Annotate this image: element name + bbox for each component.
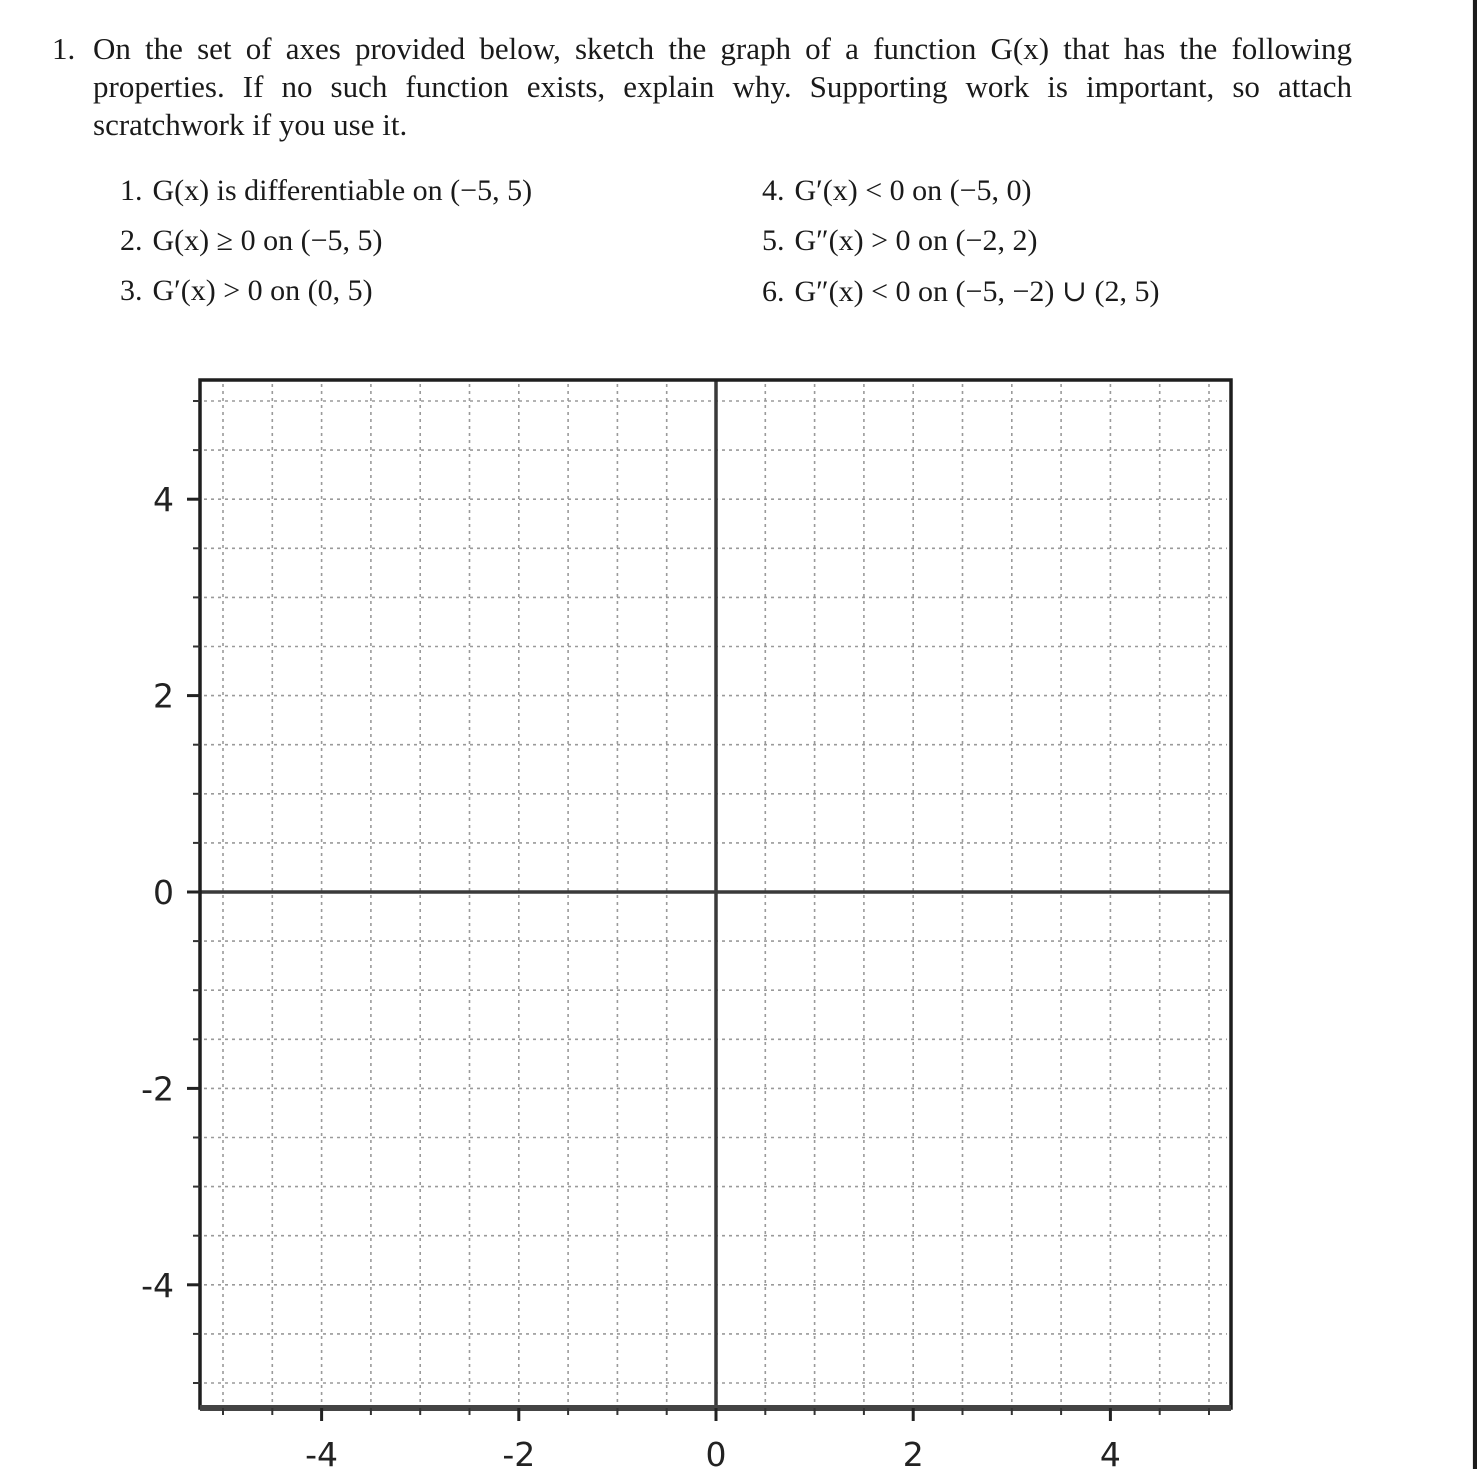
zero-axes xyxy=(200,380,1231,1408)
property-text: G′(x) > 0 on (0, 5) xyxy=(152,274,373,307)
property-text: G″(x) < 0 on (−5, −2) ∪ (2, 5) xyxy=(794,275,1160,308)
problem-line-1: On the set of axes provided below, sketch the graph of a function G(x) that has the following xyxy=(93,31,1352,66)
x-tick-label: 4 xyxy=(1099,1435,1121,1469)
y-tick-label: 4 xyxy=(153,480,174,520)
property-number: 5. xyxy=(762,224,785,257)
tick-marks xyxy=(187,401,1209,1421)
problem-line-2: properties. If no such function exists, explain why. Supporting work is important, so attach xyxy=(93,69,1352,104)
y-tick-label: 2 xyxy=(153,676,174,716)
y-tick-label: -2 xyxy=(141,1069,174,1109)
problem-line-3: scratchwork if you use it. xyxy=(93,107,408,142)
property-number: 4. xyxy=(762,174,785,207)
y-tick-label: -4 xyxy=(141,1265,174,1305)
property-text: G(x) is differentiable on (−5, 5) xyxy=(152,174,533,207)
property-text: G′(x) < 0 on (−5, 0) xyxy=(794,174,1032,207)
problem-number: 1. xyxy=(52,31,76,66)
x-tick-label: 0 xyxy=(705,1435,727,1469)
property-number: 6. xyxy=(762,275,785,308)
x-tick-label: 2 xyxy=(902,1435,924,1469)
tick-labels xyxy=(141,480,1121,1469)
property-number: 2. xyxy=(120,224,143,257)
x-tick-label: -2 xyxy=(502,1435,536,1469)
property-number: 1. xyxy=(120,174,143,207)
x-tick-label: -4 xyxy=(305,1435,339,1469)
property-number: 3. xyxy=(120,274,143,307)
y-tick-label: 0 xyxy=(153,873,174,912)
property-text: G(x) ≥ 0 on (−5, 5) xyxy=(152,224,383,257)
property-text: G″(x) > 0 on (−2, 2) xyxy=(794,224,1038,257)
